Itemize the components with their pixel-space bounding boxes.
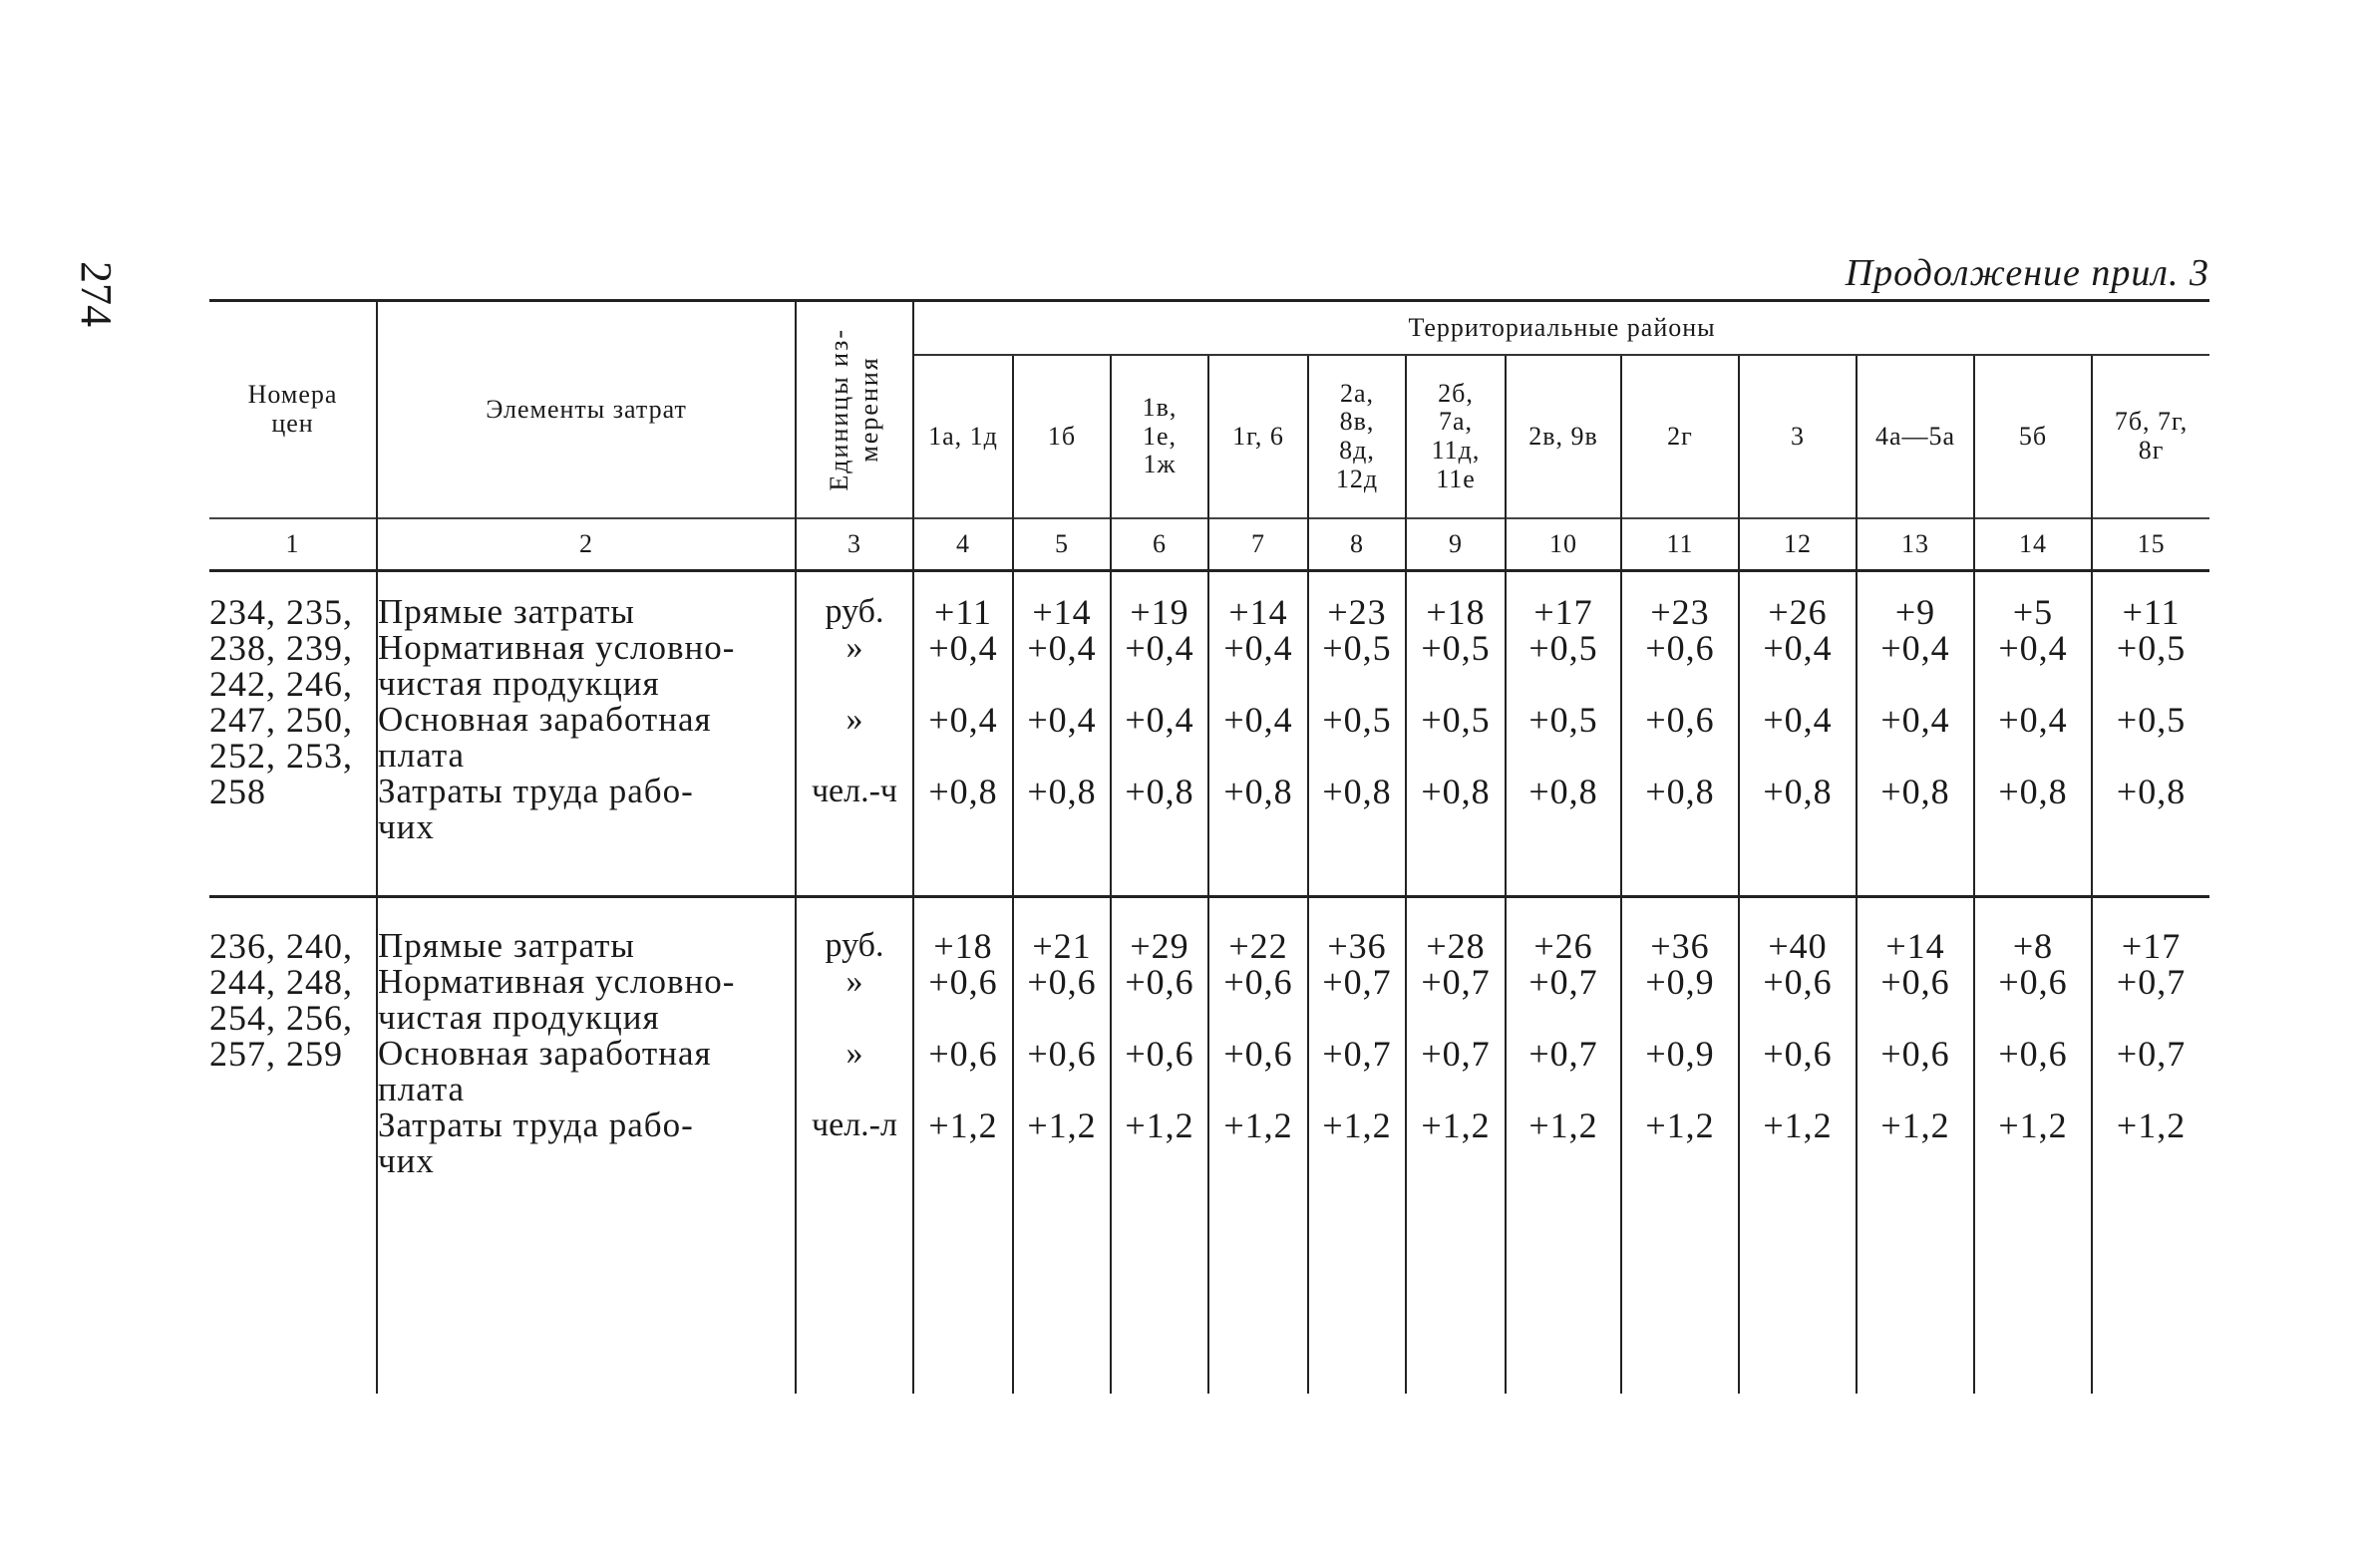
value-cell: +0,6 — [1621, 630, 1739, 702]
value-cell: +0,6 — [1621, 702, 1739, 774]
column-number: 1 — [209, 518, 377, 571]
spacer-cell — [1506, 897, 1621, 929]
value-cell: +0,8 — [1111, 774, 1208, 845]
spacer-cell — [913, 845, 1013, 897]
table-row — [209, 594, 2209, 630]
value-cell: +23 — [1621, 594, 1739, 630]
value-cell: +0,7 — [2092, 964, 2209, 1036]
value-cell: +0,4 — [1739, 630, 1857, 702]
spacer-cell — [1621, 571, 1739, 595]
spacer-cell — [1308, 571, 1406, 595]
price-codes: 234, 235, 238, 239, 242, 246, 247, 250, 252, 253, 258 — [209, 592, 353, 811]
spacer-cell — [1974, 1179, 2092, 1394]
value-cell: +22 — [1208, 928, 1308, 964]
value-cell: +0,4 — [913, 702, 1013, 774]
value-cell: +11 — [913, 594, 1013, 630]
value-cell: +1,2 — [1974, 1107, 2092, 1179]
column-number: 3 — [796, 518, 913, 571]
header-district: 1г, 6 — [1208, 355, 1308, 518]
header-district: 5б — [1974, 355, 2092, 518]
value-cell: +9 — [1857, 594, 1974, 630]
value-cell: +1,2 — [1308, 1107, 1406, 1179]
value-cell: +0,4 — [1111, 702, 1208, 774]
page-number: 274 — [72, 261, 121, 327]
value-cell: +0,6 — [1013, 964, 1111, 1036]
column-number: 7 — [1208, 518, 1308, 571]
spacer-cell — [913, 897, 1013, 929]
column-number: 10 — [1506, 518, 1621, 571]
spacer-cell — [1857, 897, 1974, 929]
table-row — [209, 928, 2209, 964]
spacer-cell — [1739, 1179, 1857, 1394]
value-cell: +0,8 — [1506, 774, 1621, 845]
value-cell: +18 — [913, 928, 1013, 964]
value-cell: +0,5 — [1308, 630, 1406, 702]
value-cell: +17 — [2092, 928, 2209, 964]
cost-element: Основная заработная плата — [377, 1036, 796, 1107]
value-cell: +0,8 — [1621, 774, 1739, 845]
spacer-cell — [1013, 571, 1111, 595]
header-district: 2в, 9в — [1506, 355, 1621, 518]
spacer-cell — [1013, 1179, 1111, 1394]
spacer-cell — [1739, 571, 1857, 595]
value-cell: +0,6 — [1013, 1036, 1111, 1107]
cost-element: Нормативная условно- чистая продукция — [377, 964, 796, 1036]
spacer-cell — [1506, 1179, 1621, 1394]
unit-cell: » — [796, 630, 913, 702]
column-number: 4 — [913, 518, 1013, 571]
value-cell: +0,4 — [1111, 630, 1208, 702]
value-cell: +36 — [1621, 928, 1739, 964]
spacer-cell — [1506, 571, 1621, 595]
value-cell: +0,5 — [1406, 702, 1506, 774]
table-row — [209, 630, 2209, 702]
value-cell: +1,2 — [1739, 1107, 1857, 1179]
header-price-numbers: Номера цен — [209, 301, 377, 519]
header-district: 1в, 1е, 1ж — [1111, 355, 1208, 518]
value-cell: +0,5 — [2092, 702, 2209, 774]
column-number: 15 — [2092, 518, 2209, 571]
value-cell: +29 — [1111, 928, 1208, 964]
unit-cell: » — [796, 702, 913, 774]
value-cell: +1,2 — [1111, 1107, 1208, 1179]
column-number: 13 — [1857, 518, 1974, 571]
spacer-cell — [1208, 897, 1308, 929]
value-cell: +11 — [2092, 594, 2209, 630]
header-district: 2г — [1621, 355, 1739, 518]
spacer-cell — [2092, 571, 2209, 595]
value-cell: +1,2 — [2092, 1107, 2209, 1179]
table-row — [209, 1036, 2209, 1107]
value-cell: +0,6 — [913, 1036, 1013, 1107]
spacer-cell — [1621, 845, 1739, 897]
table-row — [209, 702, 2209, 774]
unit-cell: руб. — [796, 594, 913, 630]
spacer-cell — [1406, 845, 1506, 897]
value-cell: +0,4 — [1974, 630, 2092, 702]
spacer-cell — [1739, 897, 1857, 929]
spacer-cell — [1208, 845, 1308, 897]
value-cell: +0,5 — [1506, 702, 1621, 774]
value-cell: +14 — [1208, 594, 1308, 630]
cost-element: Прямые затраты — [377, 928, 796, 964]
spacer-cell — [377, 897, 796, 929]
value-cell: +0,4 — [913, 630, 1013, 702]
spacer-cell — [1857, 1179, 1974, 1394]
value-cell: +1,2 — [1406, 1107, 1506, 1179]
value-cell: +0,8 — [1013, 774, 1111, 845]
table-row — [209, 1107, 2209, 1179]
value-cell: +18 — [1406, 594, 1506, 630]
column-number: 14 — [1974, 518, 2092, 571]
value-cell: +0,8 — [1208, 774, 1308, 845]
spacer-cell — [796, 897, 913, 929]
spacer-cell — [1621, 897, 1739, 929]
spacer-cell — [796, 845, 913, 897]
spacer-cell — [1974, 571, 2092, 595]
spacer-cell — [1208, 571, 1308, 595]
value-cell: +0,8 — [1739, 774, 1857, 845]
value-cell: +0,7 — [2092, 1036, 2209, 1107]
value-cell: +0,8 — [2092, 774, 2209, 845]
spacer-cell — [1857, 571, 1974, 595]
unit-cell: чел.-л — [796, 1107, 913, 1179]
value-cell: +0,4 — [1739, 702, 1857, 774]
spacer-cell — [377, 571, 796, 595]
spacer-cell — [796, 1179, 913, 1394]
value-cell: +36 — [1308, 928, 1406, 964]
spacer-cell — [377, 845, 796, 897]
spacer-cell — [2092, 845, 2209, 897]
spacer-cell — [1406, 571, 1506, 595]
value-cell: +1,2 — [1621, 1107, 1739, 1179]
value-cell: +1,2 — [913, 1107, 1013, 1179]
spacer-cell — [2092, 1179, 2209, 1394]
value-cell: +0,4 — [1857, 702, 1974, 774]
header-district: 7б, 7г, 8г — [2092, 355, 2209, 518]
spacer-cell — [1208, 1179, 1308, 1394]
cost-element: Прямые затраты — [377, 594, 796, 630]
value-cell: +17 — [1506, 594, 1621, 630]
header-district: 2б, 7а, 11д, 11е — [1406, 355, 1506, 518]
spacer-cell — [1739, 845, 1857, 897]
spacer-cell — [1406, 897, 1506, 929]
header-cost-elements: Элементы затрат — [377, 301, 796, 519]
value-cell: +0,8 — [1406, 774, 1506, 845]
cost-element: Затраты труда рабо- чих — [377, 774, 796, 845]
value-cell: +0,6 — [1974, 1036, 2092, 1107]
table-row — [209, 774, 2209, 845]
spacer-cell — [913, 1179, 1013, 1394]
value-cell: +0,8 — [1857, 774, 1974, 845]
value-cell: +0,5 — [2092, 630, 2209, 702]
value-cell: +14 — [1013, 594, 1111, 630]
spacer-cell — [1406, 1179, 1506, 1394]
value-cell: +0,9 — [1621, 1036, 1739, 1107]
unit-cell: руб. — [796, 928, 913, 964]
value-cell: +26 — [1506, 928, 1621, 964]
value-cell: +23 — [1308, 594, 1406, 630]
value-cell: +0,4 — [1013, 630, 1111, 702]
spacer-cell — [1111, 897, 1208, 929]
value-cell: +1,2 — [1013, 1107, 1111, 1179]
value-cell: +0,6 — [1208, 964, 1308, 1036]
value-cell: +1,2 — [1857, 1107, 1974, 1179]
spacer-cell — [209, 571, 377, 595]
spacer-cell — [1111, 1179, 1208, 1394]
value-cell: +0,4 — [1208, 702, 1308, 774]
value-cell: +0,7 — [1308, 1036, 1406, 1107]
column-number: 12 — [1739, 518, 1857, 571]
column-number: 5 — [1013, 518, 1111, 571]
spacer-cell — [796, 571, 913, 595]
value-cell: +19 — [1111, 594, 1208, 630]
continuation-label: Продолжение прил. 3 — [1845, 252, 2209, 294]
value-cell: +0,6 — [1111, 964, 1208, 1036]
header-district: 3 — [1739, 355, 1857, 518]
value-cell: +0,5 — [1406, 630, 1506, 702]
spacer-cell — [1974, 845, 2092, 897]
value-cell: +0,6 — [1111, 1036, 1208, 1107]
value-cell: +0,7 — [1506, 1036, 1621, 1107]
value-cell: +0,6 — [1739, 964, 1857, 1036]
column-number: 6 — [1111, 518, 1208, 571]
cost-element: Основная заработная плата — [377, 702, 796, 774]
value-cell: +0,6 — [913, 964, 1013, 1036]
spacer-cell — [1308, 1179, 1406, 1394]
column-number: 2 — [377, 518, 796, 571]
spacer-cell — [377, 1179, 796, 1394]
value-cell: +0,7 — [1506, 964, 1621, 1036]
value-cell: +0,4 — [1208, 630, 1308, 702]
value-cell: +21 — [1013, 928, 1111, 964]
header-district: 1б — [1013, 355, 1111, 518]
value-cell: +0,9 — [1621, 964, 1739, 1036]
header-districts: Территориальные районы — [913, 301, 2209, 356]
spacer-cell — [209, 845, 377, 897]
column-number: 11 — [1621, 518, 1739, 571]
value-cell: +0,6 — [1739, 1036, 1857, 1107]
value-cell: +0,4 — [1974, 702, 2092, 774]
header-district: 1а, 1д — [913, 355, 1013, 518]
spacer-cell — [1013, 845, 1111, 897]
value-cell: +0,8 — [1308, 774, 1406, 845]
spacer-cell — [1308, 897, 1406, 929]
value-cell: +0,5 — [1506, 630, 1621, 702]
spacer-cell — [2092, 897, 2209, 929]
spacer-cell — [913, 571, 1013, 595]
column-number: 8 — [1308, 518, 1406, 571]
value-cell: +0,4 — [1013, 702, 1111, 774]
price-codes: 236, 240, 244, 248, 254, 256, 257, 259 — [209, 926, 353, 1074]
cost-table — [209, 299, 2209, 1394]
spacer-cell — [1857, 845, 1974, 897]
value-cell: +28 — [1406, 928, 1506, 964]
cost-element: Нормативная условно- чистая продукция — [377, 630, 796, 702]
value-cell: +0,8 — [1974, 774, 2092, 845]
value-cell: +0,7 — [1406, 964, 1506, 1036]
value-cell: +8 — [1974, 928, 2092, 964]
value-cell: +0,6 — [1208, 1036, 1308, 1107]
value-cell: +14 — [1857, 928, 1974, 964]
value-cell: +1,2 — [1208, 1107, 1308, 1179]
header-district: 2а, 8в, 8д, 12д — [1308, 355, 1406, 518]
spacer-cell — [1308, 845, 1406, 897]
value-cell: +0,7 — [1406, 1036, 1506, 1107]
value-cell: +1,2 — [1506, 1107, 1621, 1179]
spacer-cell — [1506, 845, 1621, 897]
value-cell: +0,6 — [1857, 964, 1974, 1036]
table-row — [209, 964, 2209, 1036]
value-cell: +0,6 — [1857, 1036, 1974, 1107]
unit-cell: » — [796, 964, 913, 1036]
spacer-cell — [1111, 571, 1208, 595]
value-cell: +0,8 — [913, 774, 1013, 845]
value-cell: +0,4 — [1857, 630, 1974, 702]
value-cell: +26 — [1739, 594, 1857, 630]
spacer-cell — [1621, 1179, 1739, 1394]
spacer-cell — [1111, 845, 1208, 897]
value-cell: +40 — [1739, 928, 1857, 964]
column-number: 9 — [1406, 518, 1506, 571]
header-district: 4а—5а — [1857, 355, 1974, 518]
value-cell: +0,6 — [1974, 964, 2092, 1036]
value-cell: +0,5 — [1308, 702, 1406, 774]
spacer-cell — [209, 1179, 377, 1394]
spacer-cell — [1013, 897, 1111, 929]
spacer-cell — [209, 897, 377, 929]
unit-cell: чел.-ч — [796, 774, 913, 845]
header-units: Единицы из- мерения — [796, 301, 913, 519]
value-cell: +5 — [1974, 594, 2092, 630]
value-cell: +0,7 — [1308, 964, 1406, 1036]
cost-element: Затраты труда рабо- чих — [377, 1107, 796, 1179]
spacer-cell — [1974, 897, 2092, 929]
unit-cell: » — [796, 1036, 913, 1107]
